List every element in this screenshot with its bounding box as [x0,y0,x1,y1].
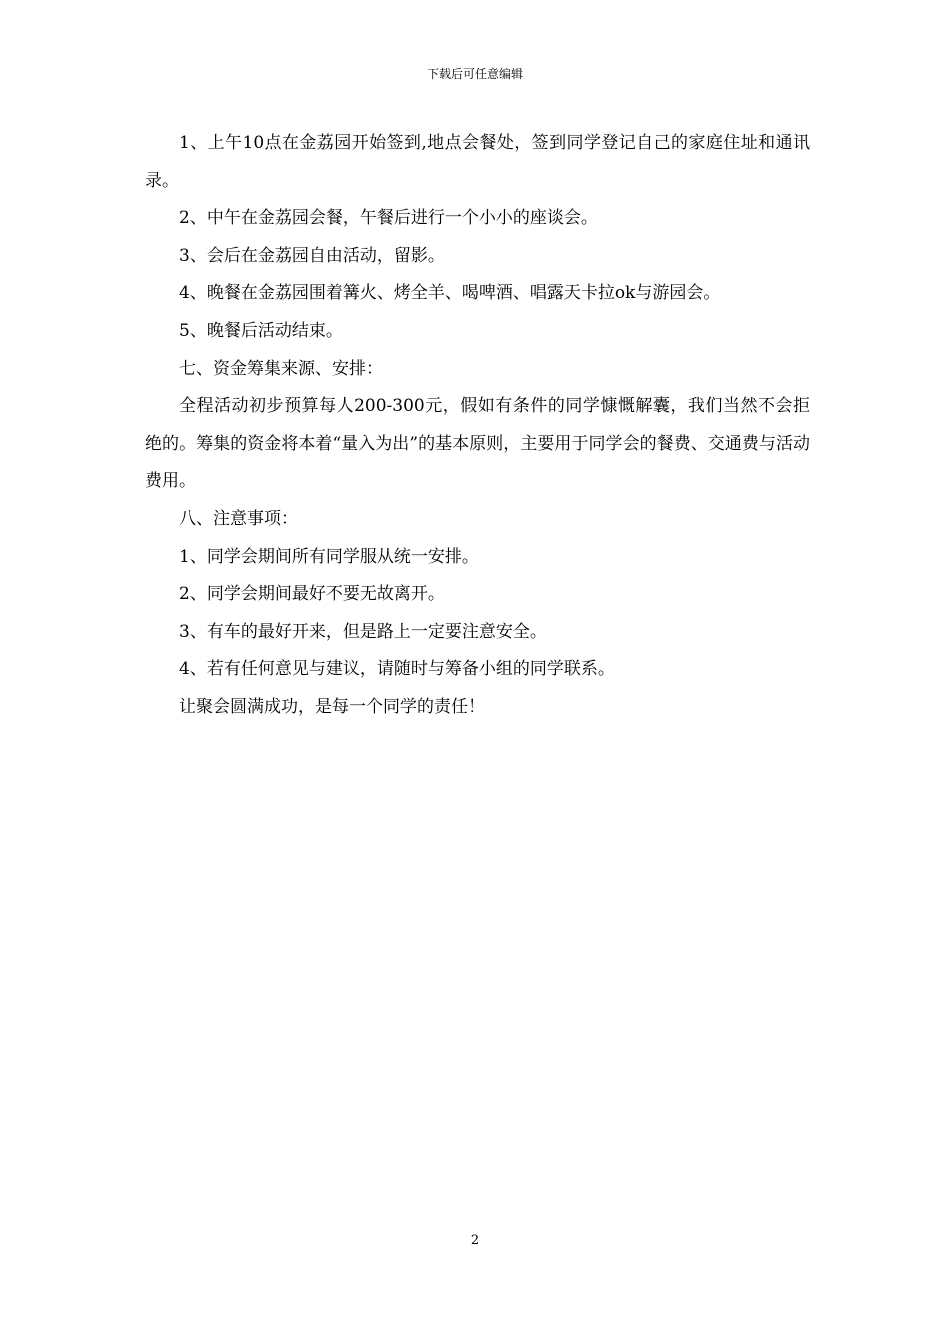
section-heading-funding: 七、资金筹集来源、安排： [179,358,383,379]
paragraph-schedule-4: 4、晚餐在金荔园围着篝火、烤全羊、喝啤酒、唱露天卡拉ok与游园会。 [179,283,721,304]
paragraph-schedule-3: 3、会后在金荔园自由活动，留影。 [179,245,445,266]
paragraph-note-1: 1、同学会期间所有同学服从统一安排。 [179,546,479,567]
section-heading-notes: 八、注意事项： [179,508,298,529]
paragraph-closing: 让聚会圆满成功，是每一个同学的责任！ [179,696,485,717]
page-number: 2 [470,1233,480,1248]
paragraph-note-4: 4、若有任何意见与建议，请随时与筹备小组的同学联系。 [179,659,615,680]
paragraph-schedule-1: 1、上午10点在金荔园开始签到,地点会餐处，签到同学登记自己的家庭住址和通讯录。 [145,133,810,191]
paragraph-schedule-5: 5、晚餐后活动结束。 [179,320,343,341]
document-body [145,125,810,727]
paragraph-funding: 全程活动初步预算每人200-300元，假如有条件的同学慷慨解囊，我们当然不会拒绝的。筹集的资金将本着“量入为出”的基本原则，主要用于同学会的餐费、交通费与活动费用。 [145,396,810,492]
paragraph-note-3: 3、有车的最好开来，但是路上一定要注意安全。 [179,621,547,642]
page-header: 下载后可任意编辑 [426,67,523,81]
paragraph-schedule-2: 2、中午在金荔园会餐，午餐后进行一个小小的座谈会。 [179,208,598,229]
paragraph-note-2: 2、同学会期间最好不要无故离开。 [179,584,445,605]
